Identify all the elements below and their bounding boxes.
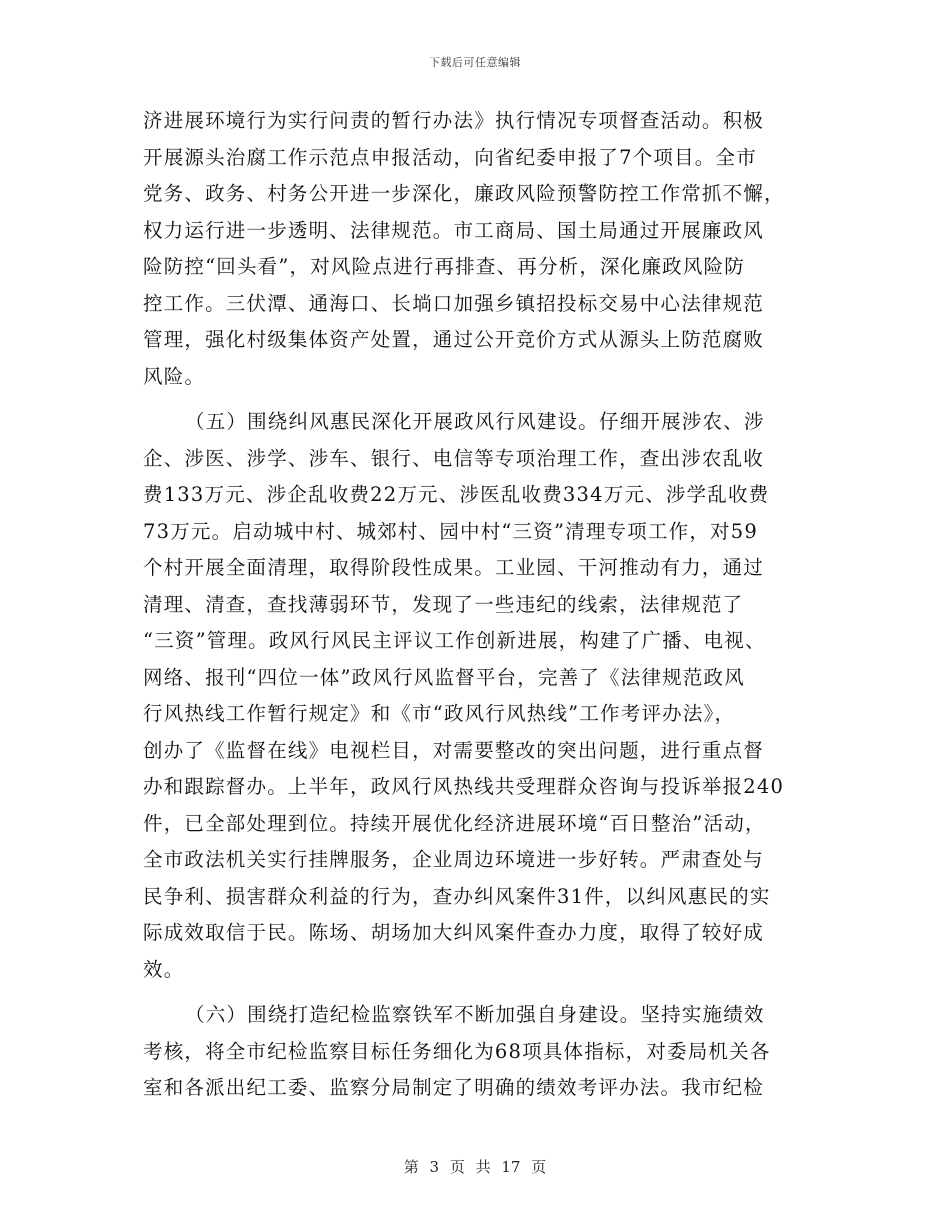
text-line: 行风热线工作暂行规定》和《市“政风行风热线”工作考评办法》，: [143, 702, 736, 725]
text-line: 险防控“回头看”，对风险点进行再排查、再分析，深化廉政风险防: [143, 255, 745, 278]
text-line: 个村开展全面清理，取得阶段性成果。工业园、干河推动有力，通过: [143, 556, 765, 579]
text-line: 清理、清查，查找薄弱环节，发现了一些违纪的线索，法律规范了: [143, 592, 744, 616]
page-footer: 第 3 页 共 17 页: [403, 1158, 547, 1176]
text-line: （五）围绕纠风惠民深化开展政风行风建设。仔细开展涉农、涉: [185, 410, 765, 433]
text-line: 控工作。三伏潭、通海口、长埫口加强乡镇招投标交易中心法律规范: [143, 291, 765, 315]
text-line: 党务、政务、村务公开进一步深化，廉政风险预警防控工作常抓不懈，: [143, 182, 785, 205]
paragraph: [143, 103, 811, 395]
text-line: 73万元。启动城中村、城郊村、园中村“三资”清理专项工作，对59: [143, 519, 758, 543]
text-line: 件，已全部处理到位。持续开展优化经济进展环境“百日整治”活动，: [143, 811, 766, 835]
page-header: 下载后可任意编辑: [429, 56, 521, 69]
text-line: 全市政法机关实行挂牌服务，企业周边环境进一步好转。严肃查处与: [143, 848, 765, 871]
text-line: 效。: [143, 957, 185, 981]
text-line: 网络、报刊“四位一体”政风行风监督平台，完善了《法律规范政风: [143, 665, 745, 689]
text-line: “三资”管理。政风行风民主评议工作创新进展，构建了广播、电视、: [143, 629, 766, 652]
text-line: 费133万元、涉企乱收费22万元、涉医乱收费334万元、涉学乱收费: [143, 483, 770, 506]
text-line: 创办了《监督在线》电视栏目，对需要整改的突出问题，进行重点督: [143, 738, 765, 762]
text-line: 办和跟踪督办。上半年，政风行风热线共受理群众咨询与投诉举报240: [143, 775, 785, 798]
text-line: 开展源头治腐工作示范点申报活动，向省纪委申报了7个项目。全市: [143, 145, 757, 169]
text-line: 风险。: [143, 364, 206, 388]
text-line: 考核，将全市纪检监察目标任务细化为68项具体指标，对委局机关各: [143, 1039, 771, 1063]
text-line: 管理，强化村级集体资产处置，通过公开竞价方式从源头上防范腐败: [143, 328, 765, 351]
paragraph: [143, 404, 811, 988]
text-line: 际成效取信于民。陈场、胡场加大纠风案件查办力度，取得了较好成: [143, 921, 765, 944]
text-line: 室和各派出纪工委、监察分局制定了明确的绩效考评办法。我市纪检: [143, 1076, 765, 1099]
text-line: 权力运行进一步透明、法律规范。市工商局、国土局通过开展廉政风: [143, 218, 765, 242]
text-line: 企、涉医、涉学、涉车、银行、电信等专项治理工作，查出涉农乱收: [143, 446, 765, 470]
text-line: 济进展环境行为实行问责的暂行办法》执行情况专项督查活动。积极: [143, 109, 765, 132]
text-line: 民争利、损害群众利益的行为，查办纠风案件31件，以纠风惠民的实: [143, 884, 771, 908]
document-body: [143, 103, 811, 1107]
paragraph: [143, 997, 811, 1107]
text-line: （六）围绕打造纪检监察铁军不断加强自身建设。坚持实施绩效: [185, 1003, 765, 1026]
